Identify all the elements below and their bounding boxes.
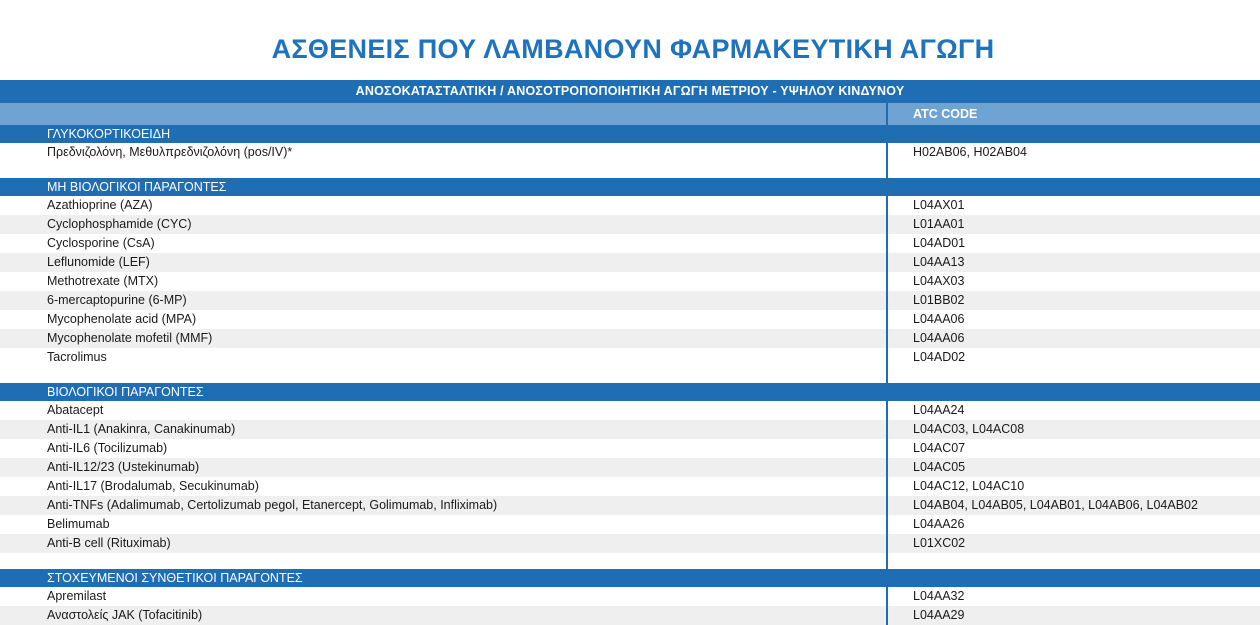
- atc-code-header: ATC CODE: [913, 107, 978, 121]
- atc-code: H02AB06, H02AB04: [913, 145, 1027, 159]
- table-row: [0, 439, 1260, 458]
- section-spacer: [0, 367, 1260, 383]
- atc-code: L04AA32: [913, 589, 965, 603]
- table-row: [0, 348, 1260, 367]
- section-spacer: [0, 162, 1260, 178]
- atc-code: L04AA29: [913, 608, 965, 622]
- table-row: [0, 234, 1260, 253]
- drug-name: Abatacept: [47, 403, 104, 417]
- atc-code: L04AX01: [913, 198, 965, 212]
- table-row: [0, 515, 1260, 534]
- atc-code: L04AC07: [913, 441, 966, 455]
- table-row: [0, 496, 1260, 515]
- table-row: [0, 606, 1260, 625]
- atc-code: L04AB04, L04AB05, L04AB01, L04AB06, L04AB02: [913, 498, 1198, 512]
- drug-name: Anti-IL12/23 (Ustekinumab): [47, 460, 200, 474]
- atc-code: L04AD01: [913, 236, 966, 250]
- atc-code: L04AA13: [913, 255, 965, 269]
- table-row: [0, 534, 1260, 553]
- table-row: [0, 196, 1260, 215]
- atc-code: L04AD02: [913, 350, 966, 364]
- table-banner: ΑΝΟΣΟΚΑΤΑΣΤΑΛΤΙΚΗ / ΑΝΟΣΟΤΡΟΠΟΠΟΙΗΤΙΚΗ ΑΓΩΓΗ ΜΕΤΡΙΟΥ - ΥΨΗΛΟΥ ΚΙΝΔΥΝΟΥ: [0, 80, 1260, 103]
- atc-code: L04AA06: [913, 331, 965, 345]
- page-title: ΑΣΘΕΝΕΙΣ ΠΟΥ ΛΑΜΒΑΝΟΥΝ ΦΑΡΜΑΚΕΥΤΙΚΗ ΑΓΩΓΗ: [271, 34, 995, 64]
- atc-code: L01AA01: [913, 217, 965, 231]
- atc-code: L01BB02: [913, 293, 965, 307]
- drug-name: Anti-IL6 (Tocilizumab): [47, 441, 168, 455]
- drug-name: Cyclosporine (CsA): [47, 236, 155, 250]
- table-row: [0, 253, 1260, 272]
- table-row: [0, 458, 1260, 477]
- atc-code: L04AX03: [913, 274, 965, 288]
- table-row: [0, 272, 1260, 291]
- drug-name: Mycophenolate acid (MPA): [47, 312, 197, 326]
- section-heading-row: [0, 569, 1260, 587]
- drug-name: Methotrexate (MTX): [47, 274, 159, 288]
- table-row: [0, 587, 1260, 606]
- table-row: [0, 310, 1260, 329]
- atc-code: L04AA06: [913, 312, 965, 326]
- drug-name: Leflunomide (LEF): [47, 255, 150, 269]
- drug-name: Tacrolimus: [47, 350, 107, 364]
- section-spacer: [0, 553, 1260, 569]
- drug-name: Πρεδνιζολόνη, Μεθυλπρεδνιζολόνη (pos/IV)*: [47, 145, 293, 159]
- section-heading-row: [0, 178, 1260, 196]
- drug-name: Cyclophosphamide (CYC): [47, 217, 192, 231]
- column-header-bar: [0, 103, 1260, 125]
- table-row: [0, 215, 1260, 234]
- drug-name: Anti-IL1 (Anakinra, Canakinumab): [47, 422, 236, 436]
- drug-name: Mycophenolate mofetil (MMF): [47, 331, 213, 345]
- table-row: [0, 420, 1260, 439]
- atc-code: L01XC02: [913, 536, 966, 550]
- section-heading: ΣΤΟΧΕΥΜΕΝΟΙ ΣΥΝΘΕΤΙΚΟΙ ΠΑΡΑΓΟΝΤΕΣ: [47, 571, 303, 585]
- drug-name: Αναστολείς JAK (Tofacitinib): [47, 608, 203, 622]
- drug-name: Apremilast: [47, 589, 107, 603]
- drug-name: Anti-IL17 (Brodalumab, Secukinumab): [47, 479, 259, 493]
- atc-code: L04AA26: [913, 517, 965, 531]
- table-row: [0, 143, 1260, 162]
- table-row: [0, 477, 1260, 496]
- section-heading-row: [0, 383, 1260, 401]
- table-row: [0, 401, 1260, 420]
- drug-name: Azathioprine (AZA): [47, 198, 153, 212]
- drug-table: [0, 125, 1260, 625]
- atc-code: L04AA24: [913, 403, 965, 417]
- section-heading-row: [0, 125, 1260, 143]
- column-divider: [886, 103, 888, 625]
- section-heading: ΒΙΟΛΟΓΙΚΟΙ ΠΑΡΑΓΟΝΤΕΣ: [47, 385, 204, 399]
- atc-code: L04AC12, L04AC10: [913, 479, 1025, 493]
- atc-code: L04AC05: [913, 460, 966, 474]
- table-row: [0, 329, 1260, 348]
- atc-code: L04AC03, L04AC08: [913, 422, 1025, 436]
- drug-name: Anti-TNFs (Adalimumab, Certolizumab pegol, Etanercept, Golimumab, Infliximab): [47, 498, 498, 512]
- drug-name: Anti-B cell (Rituximab): [47, 536, 171, 550]
- drug-name: 6-mercaptopurine (6-MP): [47, 293, 187, 307]
- drug-name: Belimumab: [47, 517, 110, 531]
- section-heading: ΓΛΥΚΟΚΟΡΤΙΚΟΕΙΔΗ: [47, 127, 171, 141]
- table-row: [0, 291, 1260, 310]
- section-heading: ΜΗ ΒΙΟΛΟΓΙΚΟΙ ΠΑΡΑΓΟΝΤΕΣ: [47, 180, 227, 194]
